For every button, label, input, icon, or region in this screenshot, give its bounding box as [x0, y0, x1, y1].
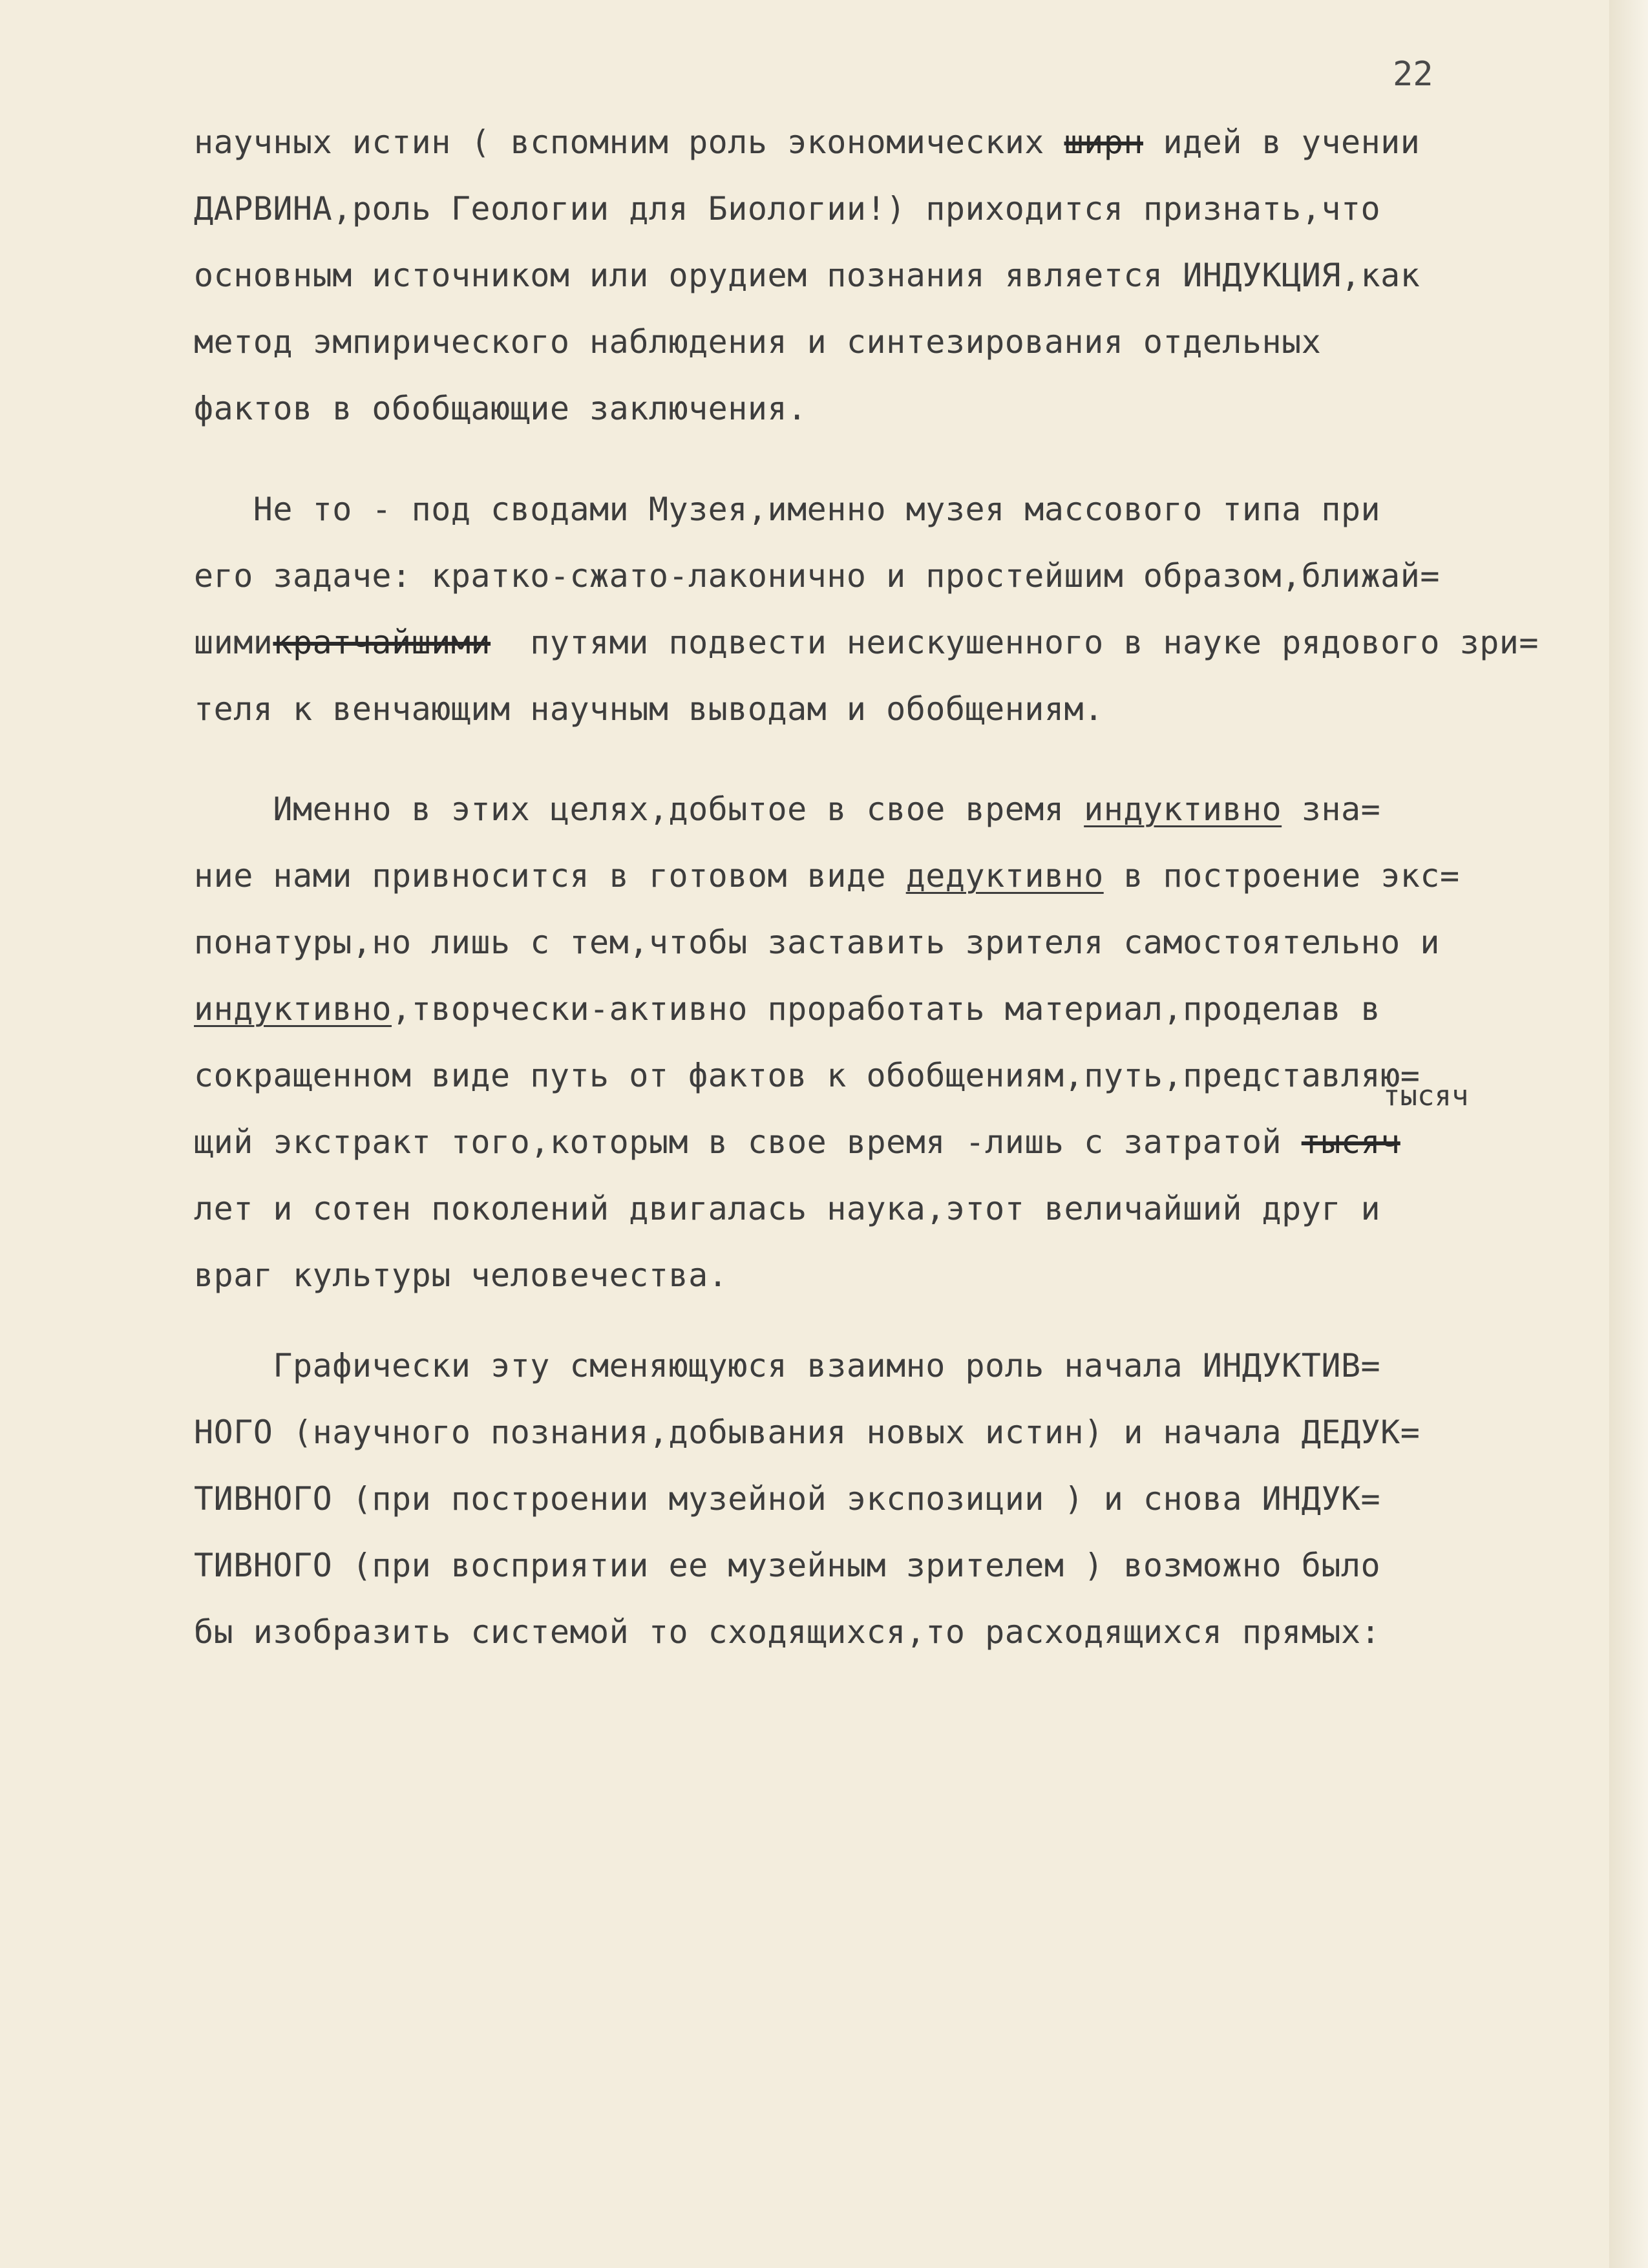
text-line: фактов в обобщающие заключения.: [194, 390, 807, 427]
text-line: ние нами привносится в готовом виде дедуктивно в построение экс=: [194, 857, 1460, 895]
text-line: ТИВНОГО (при построении музейной экспозиции ) и снова ИНДУК=: [194, 1480, 1381, 1518]
page-edge: [1609, 0, 1648, 2268]
text-line: Именно в этих целях,добытое в свое время индуктивно зна=: [194, 790, 1381, 828]
interlinear-insertion: тысяч: [1383, 1079, 1469, 1112]
text-line: основным источником или орудием познания является ИНДУКЦИЯ,как: [194, 257, 1421, 294]
text-line: ТИВНОГО (при восприятии ее музейным зрителем ) возможно было: [194, 1547, 1381, 1584]
underlined-word: индуктивно: [1084, 790, 1282, 828]
text-line: щий экстракт того,которым в свое время -лишь с затратой тысяч: [194, 1123, 1400, 1161]
text-line: лет и сотен поколений двигалась наука,этот величайший друг и: [194, 1190, 1381, 1227]
text-line: метод эмпирического наблюдения и синтезирования отдельных: [194, 323, 1322, 361]
text-line: индуктивно,творчески-активно проработать материал,проделав в: [194, 990, 1381, 1028]
underlined-word: индуктивно: [194, 990, 392, 1028]
struck-text: ширн: [1064, 123, 1143, 161]
text-line: его задаче: кратко-сжато-лаконично и простейшим образом,ближай=: [194, 557, 1440, 595]
text-line: Графически эту сменяющуюся взаимно роль начала ИНДУКТИВ=: [194, 1347, 1381, 1384]
text-line: ДАРВИНА,роль Геологии для Биологии!) приходится признать,что: [194, 190, 1381, 228]
text-line: НОГО (научного познания,добывания новых истин) и начала ДЕДУК=: [194, 1414, 1421, 1451]
text-line: Не то - под сводами Музея,именно музея массового типа при: [194, 491, 1381, 528]
struck-text: кратчайшими: [273, 624, 491, 661]
text-line: враг культуры человечества.: [194, 1256, 728, 1294]
text-line: понатуры,но лишь с тем,чтобы заставить зрителя самостоятельно и: [194, 924, 1440, 961]
text-line: бы изобразить системой то сходящихся,то расходящихся прямых:: [194, 1613, 1381, 1651]
page-number: 22: [1393, 55, 1433, 94]
struck-text: тысяч: [1301, 1123, 1400, 1161]
underlined-word: дедуктивно: [905, 857, 1104, 895]
text-line: теля к венчающим научным выводам и обобщениям.: [194, 690, 1104, 728]
text-line: шимикратчайшими путями подвести неискушенного в науке рядового зри=: [194, 624, 1539, 661]
text-line: сокращенном виде путь от фактов к обобщениям,путь,представляю=: [194, 1057, 1421, 1094]
text-line: научных истин ( вспомним роль экономических ширн идей в учении: [194, 123, 1421, 161]
